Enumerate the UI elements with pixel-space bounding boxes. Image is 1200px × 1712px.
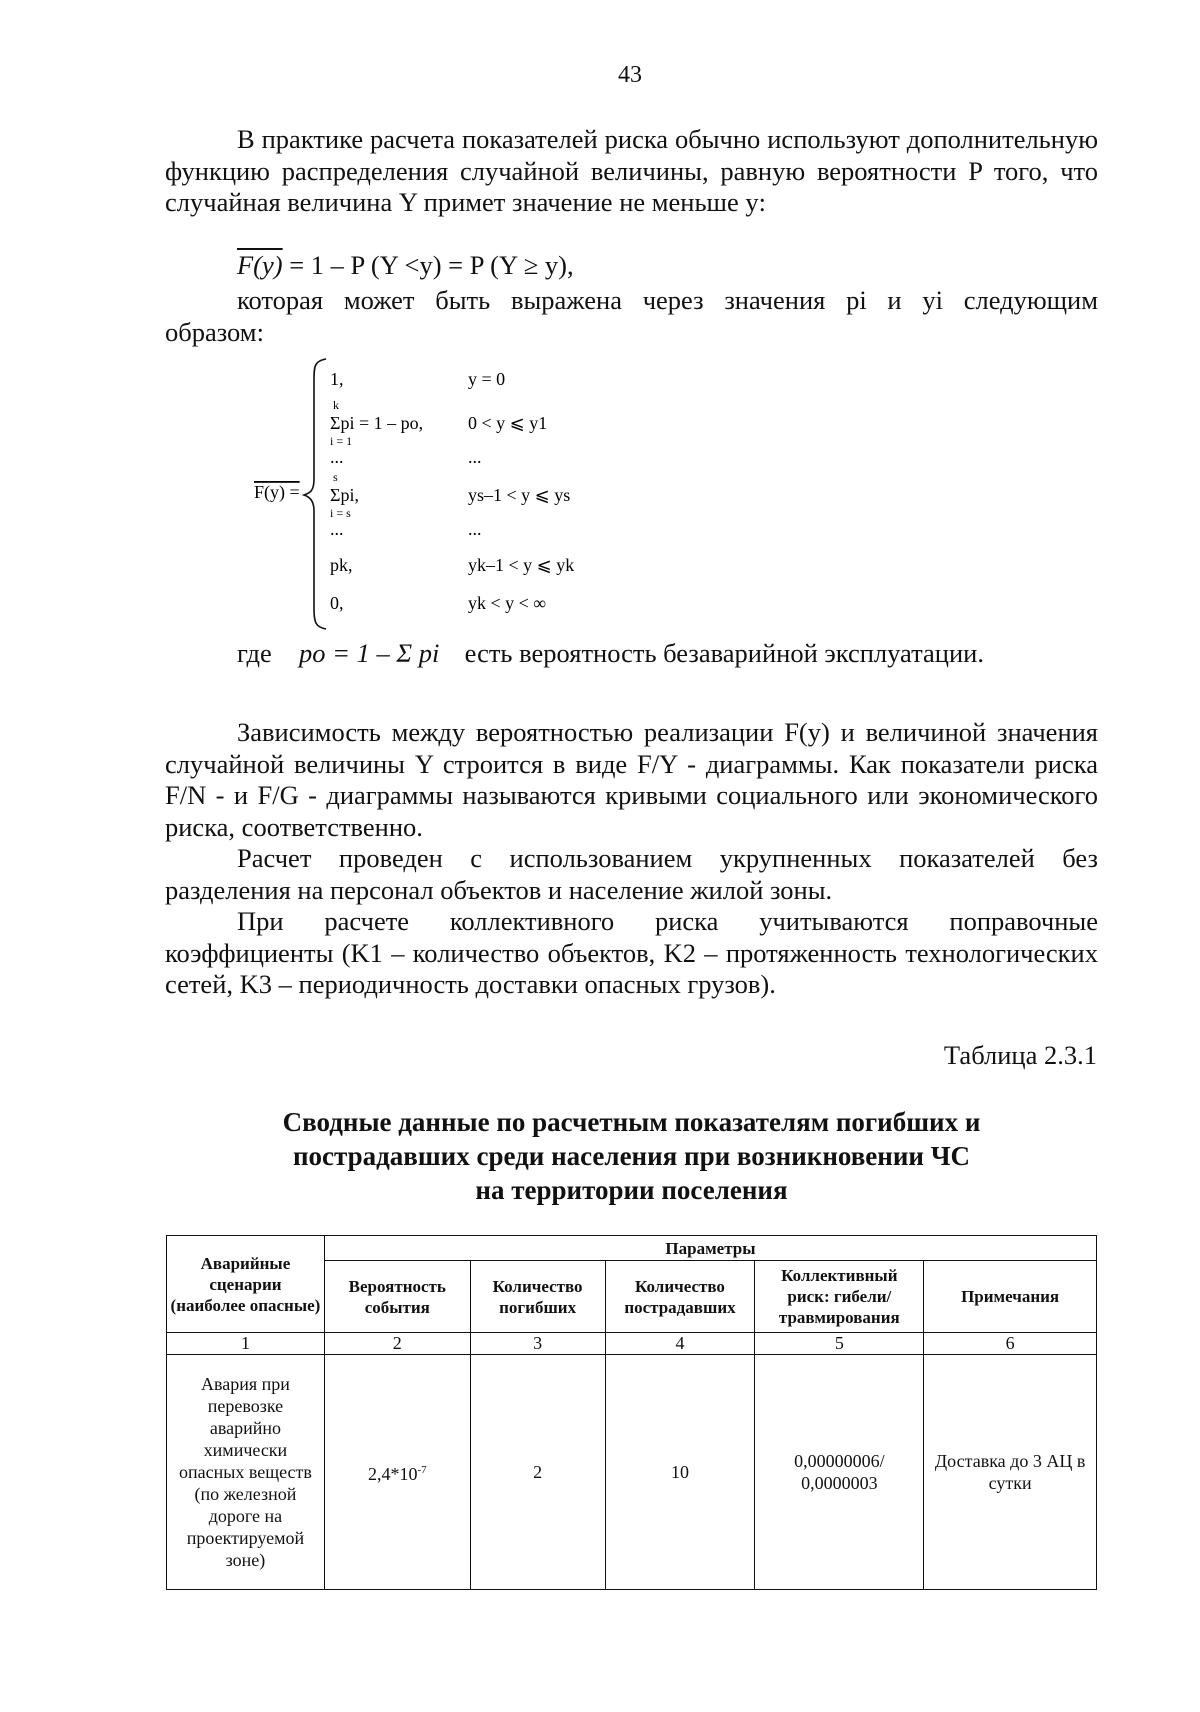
header-parameters-group: Параметры (324, 1236, 1096, 1261)
table-header-row-group (167, 1236, 1097, 1261)
paragraph-collective-risk-text: При расчете коллективного риска учитываются поправочные коэффициенты (K1 – количество объектов, K2 – протяженность технологических сетей, K3 – периодичность доставки опасных грузов). (165, 906, 1098, 999)
formula-no-accident-probability (237, 638, 984, 669)
piecewise-brace (304, 359, 326, 629)
piecewise-cond-1: y = 0 (468, 369, 506, 389)
cell-risk: 0,00000006/ 0,0000003 (755, 1355, 924, 1590)
column-number-2: 2 (324, 1333, 470, 1355)
piecewise-formula (250, 355, 590, 635)
piecewise-sum-lower-1: i = 1 (330, 434, 353, 448)
piecewise-expr-5: ... (330, 519, 344, 539)
formula-survival-function (237, 250, 574, 281)
paragraph-intro-text: В практике расчета показателей риска обычно используют дополнительную функцию распределения случайной величины, равную вероятности P того, что случайная величина Y примет значение не меньше y: (165, 124, 1098, 217)
piecewise-expr-1: 1, (330, 369, 344, 389)
paragraph-intro (165, 124, 1098, 219)
paragraph-calculation (165, 843, 1098, 906)
header-notes: Примечания (924, 1261, 1097, 1333)
paragraph-expression-line1: которая может быть выражена через значения pi и yi следующим (237, 285, 1098, 315)
piecewise-cond-7: yk < y < ∞ (468, 593, 547, 613)
piecewise-cond-4: ys–1 < y ⩽ ys (468, 485, 571, 505)
header-probability: Вероятность события (324, 1261, 470, 1333)
paragraph-dependency-text: Зависимость между вероятностью реализации F(y) и величиной значения случайной величины Y строится в виде F/Y - диаграммы. Как показатели риска F/N - и F/G - диаграммы называются кривыми социального или экономического риска, соответственно. (165, 717, 1098, 842)
table-title-line-2: пострадавших среди населения при возникновении ЧС (292, 1141, 971, 1171)
piecewise-sum-lower-2: i = s (330, 506, 351, 520)
cell-injured: 10 (605, 1355, 755, 1590)
paragraph-calculation-text: Расчет проведен с использованием укрупненных показателей без разделения на персонал объектов и население жилой зоны. (165, 843, 1098, 905)
where-text: есть вероятность безаварийной эксплуатации. (464, 638, 984, 668)
formula-lhs: F(y) (237, 250, 283, 280)
piecewise-cond-3: ... (468, 447, 482, 467)
table-caption-number: Таблица 2.3.1 (943, 1040, 1097, 1070)
cell-probability-base: 2,4*10 (367, 1464, 418, 1484)
piecewise-cond-2: 0 < y ⩽ y1 (468, 413, 548, 433)
piecewise-cond-5: ... (468, 519, 482, 539)
table-row (167, 1355, 1097, 1590)
header-scenario: Аварийные сценарии (наиболее опасные) (167, 1236, 325, 1333)
column-number-4: 4 (605, 1333, 755, 1355)
cell-deaths: 2 (470, 1355, 605, 1590)
piecewise-expr-6: pk, (330, 555, 353, 575)
column-number-1: 1 (167, 1333, 325, 1355)
column-number-5: 5 (755, 1333, 924, 1355)
table-title (165, 1105, 1098, 1207)
cell-probability-exponent: -7 (417, 1464, 427, 1476)
cell-probability (324, 1355, 470, 1590)
piecewise-expr-3: ... (330, 447, 344, 467)
summary-table (166, 1235, 1097, 1590)
paragraph-expression-line2: образом: (165, 317, 264, 347)
piecewise-lhs: F(y) = (254, 482, 300, 502)
header-collective-risk: Коллективный риск: гибели/ травмирования (755, 1261, 924, 1333)
column-number-6: 6 (924, 1333, 1097, 1355)
cell-scenario: Авария при перевозке аварийно химически опасных веществ (по железной дороге на проектируемой зоне) (167, 1355, 325, 1590)
piecewise-expr-2: Σpi = 1 – po, (330, 413, 424, 433)
page-number: 43 (618, 62, 642, 88)
paragraph-dependency (165, 717, 1098, 843)
piecewise-sum-upper-1: k (333, 398, 339, 412)
where-prefix: где (237, 638, 272, 668)
table-title-line-1: Сводные данные по расчетным показателям погибших и (282, 1107, 981, 1137)
cell-note: Доставка до 3 АЦ в сутки (924, 1355, 1097, 1590)
header-deaths: Количество погибших (470, 1261, 605, 1333)
piecewise-expr-4: Σpi, (330, 485, 359, 505)
formula-rhs: = 1 – P (Y <y) = P (Y ≥ y), (289, 250, 574, 280)
paragraph-expression (237, 285, 1098, 317)
header-injured: Количество пострадавших (605, 1261, 755, 1333)
where-formula: po = 1 – Σ pi (299, 638, 440, 668)
table-number-row (167, 1333, 1097, 1355)
column-number-3: 3 (470, 1333, 605, 1355)
piecewise-cond-6: yk–1 < y ⩽ yk (468, 555, 575, 575)
table-title-line-3: на территории поселения (475, 1175, 788, 1205)
paragraph-collective-risk (165, 906, 1098, 1001)
piecewise-sum-upper-2: s (333, 470, 338, 484)
piecewise-expr-7: 0, (330, 593, 344, 613)
